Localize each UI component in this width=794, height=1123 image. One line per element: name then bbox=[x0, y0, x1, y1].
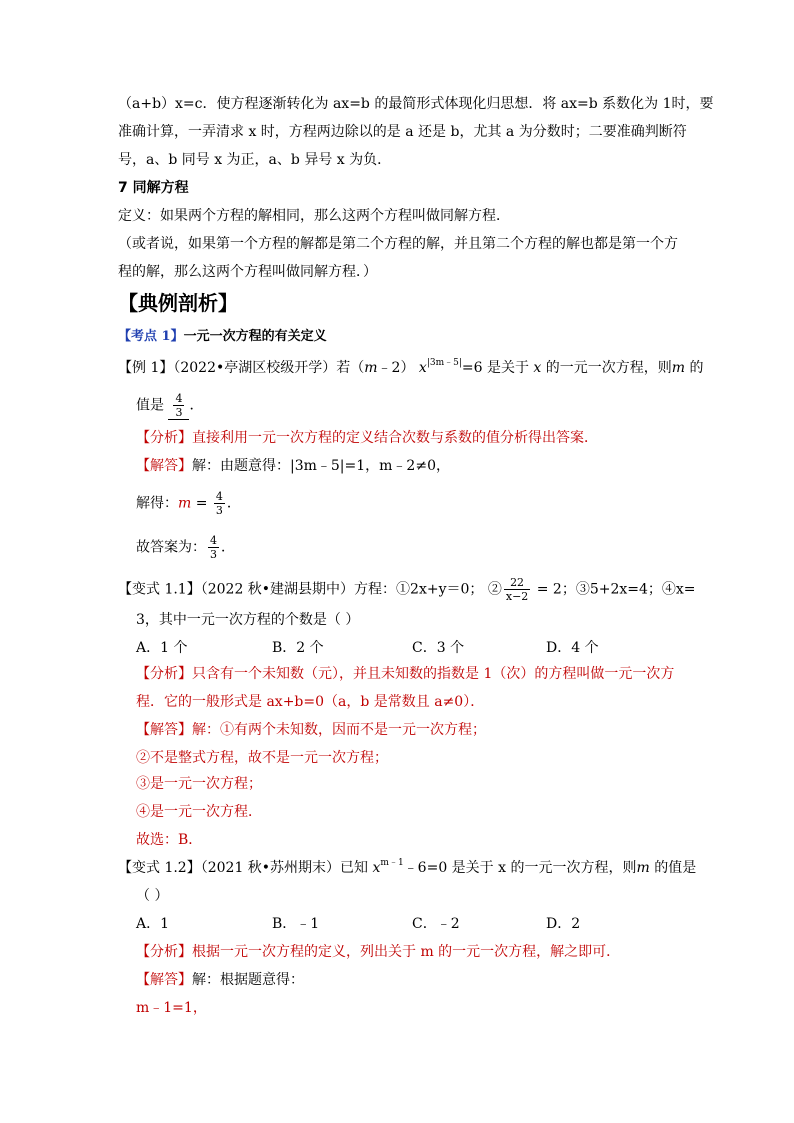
frac-den: 3 bbox=[215, 504, 223, 517]
answer-blank bbox=[168, 392, 189, 420]
option-b[interactable]: B．﹣1 bbox=[272, 916, 320, 932]
variant12-text: 的值是 bbox=[649, 860, 697, 876]
variant12-solution-2: m﹣1=1， bbox=[136, 1000, 207, 1016]
solution-text: 解：根据题意得： bbox=[192, 972, 304, 988]
variant12-line-2: （ ） bbox=[136, 888, 169, 904]
kaodian-tag: 【考点 1】 bbox=[118, 329, 184, 344]
solution-tag: 【解答】 bbox=[136, 458, 192, 474]
analysis-tag: 【分析】 bbox=[136, 944, 192, 960]
analysis-tag: 【分析】 bbox=[136, 666, 192, 682]
exponent: m﹣1 bbox=[380, 858, 404, 868]
example1-line-2 bbox=[136, 392, 203, 420]
kaodian-line bbox=[118, 327, 327, 347]
analysis-text: 只含有一个未知数（元），并且未知数的指数是 1（次）的方程叫做一元一次方 bbox=[192, 666, 675, 682]
variant12-text: ﹣6=0 是关于 x 的一元一次方程，则 bbox=[403, 860, 637, 876]
option-d[interactable]: D．2 bbox=[546, 916, 581, 932]
period: ． bbox=[189, 397, 204, 414]
solution-tag: 【解答】 bbox=[136, 972, 192, 988]
value-label: 值是 bbox=[136, 397, 164, 414]
example1-solution bbox=[136, 456, 450, 476]
period: ． bbox=[226, 495, 241, 512]
variant12-line-1 bbox=[118, 858, 696, 878]
exponent: |3m﹣5| bbox=[426, 358, 462, 368]
var-m: m bbox=[178, 495, 192, 512]
example1-text: =6 是关于 bbox=[461, 360, 534, 376]
example1-line-1 bbox=[118, 358, 704, 378]
variant11-analysis-2: 程．它的一般形式是 ax+b=0（a，b 是常数且 a≠0）． bbox=[136, 694, 485, 710]
option-a[interactable]: A．1 个 bbox=[136, 640, 188, 656]
definition-text: 定义：如果两个方程的解相同，那么这两个方程叫做同解方程． bbox=[118, 208, 510, 224]
variant12-solution bbox=[136, 970, 304, 990]
analysis-tag: 【分析】 bbox=[136, 430, 192, 446]
var-m: m bbox=[636, 860, 650, 876]
variant11-text: = 2；③5+2x=4；④x= bbox=[532, 581, 696, 598]
frac-num: 4 bbox=[175, 392, 183, 405]
variant11-line-2: 3，其中一元一次方程的个数是（ ） bbox=[136, 612, 360, 628]
solution-tag: 【解答】 bbox=[136, 722, 192, 738]
variant11-analysis-1 bbox=[136, 664, 674, 684]
example1-text: ﹣2） bbox=[377, 360, 415, 376]
frac-den: x−2 bbox=[505, 590, 529, 603]
frac-num: 4 bbox=[215, 490, 223, 503]
variant11-solution-4: ④是一元一次方程． bbox=[136, 804, 262, 820]
example1-source: （2022•亭湖区校级开学）若（ bbox=[173, 360, 365, 376]
option-b[interactable]: B．2 个 bbox=[272, 640, 324, 656]
frac-den: 3 bbox=[210, 548, 217, 561]
intro-line-1: （a+b）x=c．使方程逐渐转化为 ax=b 的最简形式体现化归思想．将 ax=b 系数化为 1时，要 bbox=[118, 96, 714, 112]
page-heading: 【典例剖析】 bbox=[118, 291, 238, 315]
variant11-line-1 bbox=[118, 576, 696, 603]
solution-text: 解：①有两个未知数，因而不是一元一次方程； bbox=[192, 722, 486, 738]
example1-final bbox=[136, 534, 235, 561]
intro-line-2: 准确计算，一弄清求 x 时，方程两边除以的是 a 还是 b，尤其 a 为分数时；二要准确判断符 bbox=[118, 124, 687, 140]
variant11-source: （2022 秋•建湖县期中）方程：①2x+y＝0； ② bbox=[200, 581, 502, 598]
variant12-analysis bbox=[136, 942, 620, 962]
frac-num: 4 bbox=[210, 534, 217, 547]
variant11-choice: 故选：B． bbox=[136, 832, 203, 848]
final-label: 故答案为： bbox=[136, 539, 206, 556]
kaodian-title: 一元一次方程的有关定义 bbox=[183, 329, 327, 344]
option-d[interactable]: D．4 个 bbox=[546, 640, 599, 656]
solve-label: 解得： bbox=[136, 495, 178, 512]
note-line-2: 程的解，那么这两个方程叫做同解方程．） bbox=[118, 264, 377, 280]
var-x: x bbox=[418, 360, 427, 376]
option-c[interactable]: C．﹣2 bbox=[412, 916, 460, 932]
option-a[interactable]: A．1 bbox=[136, 916, 170, 932]
intro-line-3: 号，a、b 同号 x 为正，a、b 异号 x 为负． bbox=[118, 152, 392, 168]
variant11-tag: 【变式 1.1】 bbox=[118, 581, 201, 598]
var-m: m bbox=[671, 360, 686, 376]
note-line-1: （或者说，如果第一个方程的解都是第二个方程的解，并且第二个方程的解也都是第一个方 bbox=[118, 236, 678, 252]
analysis-text: 直接利用一元一次方程的定义结合次数与系数的值分析得出答案． bbox=[192, 430, 598, 446]
variant11-solution-3: ③是一元一次方程； bbox=[136, 776, 262, 792]
example1-solve bbox=[136, 490, 241, 517]
var-x: x bbox=[533, 360, 542, 376]
period: ． bbox=[221, 539, 235, 556]
frac-den: 3 bbox=[175, 406, 183, 419]
example1-tag: 【例 1】 bbox=[118, 360, 174, 376]
example1-analysis bbox=[136, 428, 598, 448]
variant11-solution-2: ②不是整式方程，故不是一元一次方程； bbox=[136, 750, 388, 766]
variant11-solution-1 bbox=[136, 720, 486, 740]
example1-text: 的一元一次方程，则 bbox=[541, 360, 672, 376]
var-x: x bbox=[372, 860, 381, 876]
solution-text: 解：由题意得：|3m﹣5|=1，m﹣2≠0， bbox=[192, 458, 450, 474]
variant12-source: （2021 秋•苏州期末）已知 bbox=[200, 860, 373, 876]
frac-num: 22 bbox=[510, 576, 525, 589]
example1-text: 的 bbox=[685, 360, 704, 376]
analysis-text: 根据一元一次方程的定义，列出关于 m 的一元一次方程，解之即可． bbox=[192, 944, 621, 960]
section-title: 7 同解方程 bbox=[118, 180, 189, 196]
variant12-tag: 【变式 1.2】 bbox=[118, 860, 201, 876]
equals: = bbox=[191, 495, 212, 512]
option-c[interactable]: C．3 个 bbox=[412, 640, 465, 656]
var-m: m bbox=[364, 360, 378, 376]
